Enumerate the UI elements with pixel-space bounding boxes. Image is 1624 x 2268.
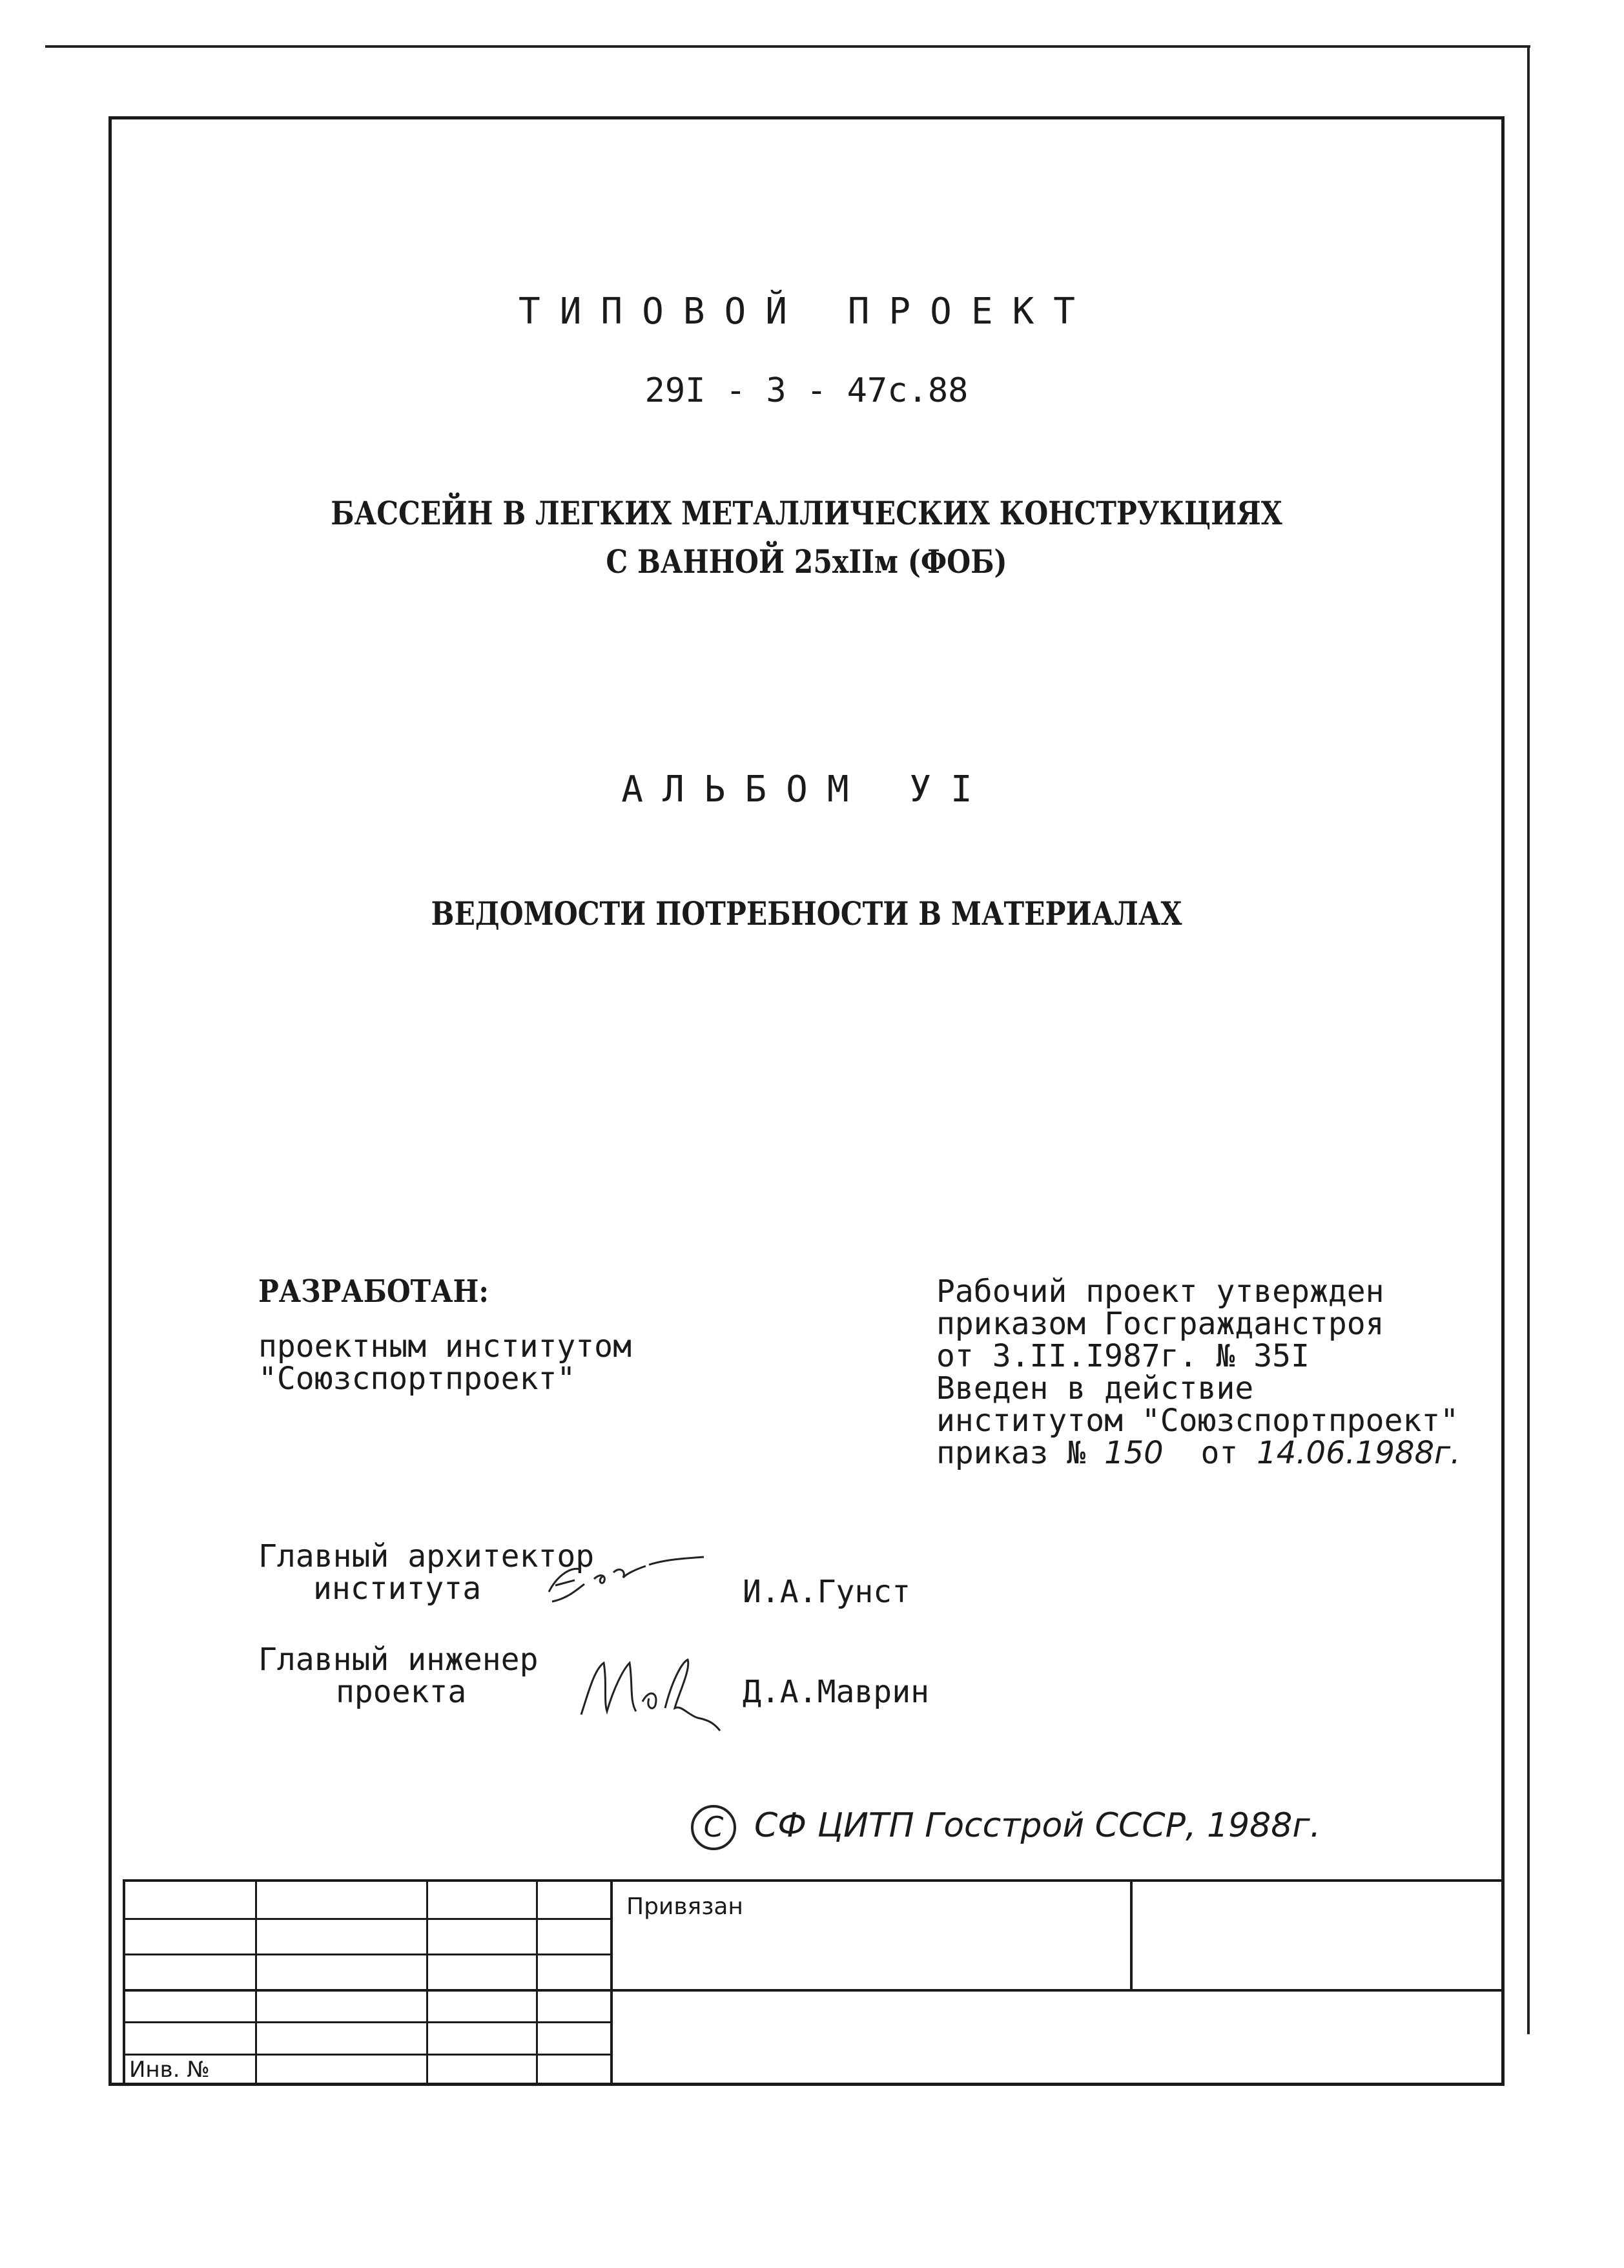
album-label: АЛЬБОМ УI	[621, 768, 992, 810]
approval-line6	[936, 1437, 1461, 1469]
project-code: 29I - 3 - 47с.88	[644, 371, 969, 410]
right-border-line	[1527, 45, 1530, 2034]
project-title: ТИПОВОЙ ПРОЕКТ	[518, 291, 1095, 333]
order-mid: от	[1200, 1435, 1239, 1471]
approval-line5: институтом "Союзспортпроект"	[936, 1403, 1459, 1439]
signature-1-handwriting	[529, 1540, 723, 1611]
title-block-stamp	[123, 1879, 1505, 2086]
developed-label: РАЗРАБОТАН:	[258, 1273, 489, 1310]
approval-line4: Введен в действие	[936, 1370, 1254, 1407]
signature-2-handwriting	[568, 1644, 736, 1740]
album-subtitle: ВЕДОМОСТИ ПОТРЕБНОСТИ В МАТЕРИАЛАХ	[431, 894, 1182, 933]
signature-2-role-line1: Главный инженер	[258, 1642, 539, 1678]
approval-line1: Рабочий проект утвержден	[936, 1273, 1384, 1310]
developed-org-line2: "Союзспортпроект"	[258, 1361, 576, 1397]
project-name-line2: С ВАННОЙ 25хIIм (ФОБ)	[606, 542, 1007, 581]
project-name-line1: БАССЕЙН В ЛЕГКИХ МЕТАЛЛИЧЕСКИХ КОНСТРУКЦИЯХ	[331, 494, 1282, 532]
order-number: 150	[1104, 1435, 1164, 1471]
signature-2-role-line2: проекта	[336, 1674, 467, 1710]
signature-1-role-line2: института	[313, 1571, 482, 1607]
drawing-frame	[108, 116, 1505, 2086]
signature-2-name: Д.А.Маврин	[743, 1674, 929, 1710]
order-date: 14.06.1988г.	[1257, 1435, 1461, 1471]
signature-1-name: И.А.Гунст	[743, 1574, 911, 1610]
approval-line3: от 3.II.I987г. № 35I	[936, 1338, 1310, 1374]
copyright-symbol: C	[691, 1805, 736, 1850]
inventory-number-label: Инв. №	[129, 2057, 210, 2083]
order-prefix: приказ №	[936, 1435, 1086, 1471]
top-border-line	[45, 45, 1530, 48]
privyazan-label: Привязан	[626, 1893, 743, 1920]
copyright-text: СФ ЦИТП Госстрой СССР, 1988г.	[754, 1806, 1321, 1845]
copyright-line	[691, 1805, 1321, 1850]
signature-1-role-line1: Главный архитектор	[258, 1538, 595, 1574]
approval-line2: приказом Госгражданстроя	[936, 1306, 1384, 1342]
developed-org-line1: проектным институтом	[258, 1328, 632, 1365]
